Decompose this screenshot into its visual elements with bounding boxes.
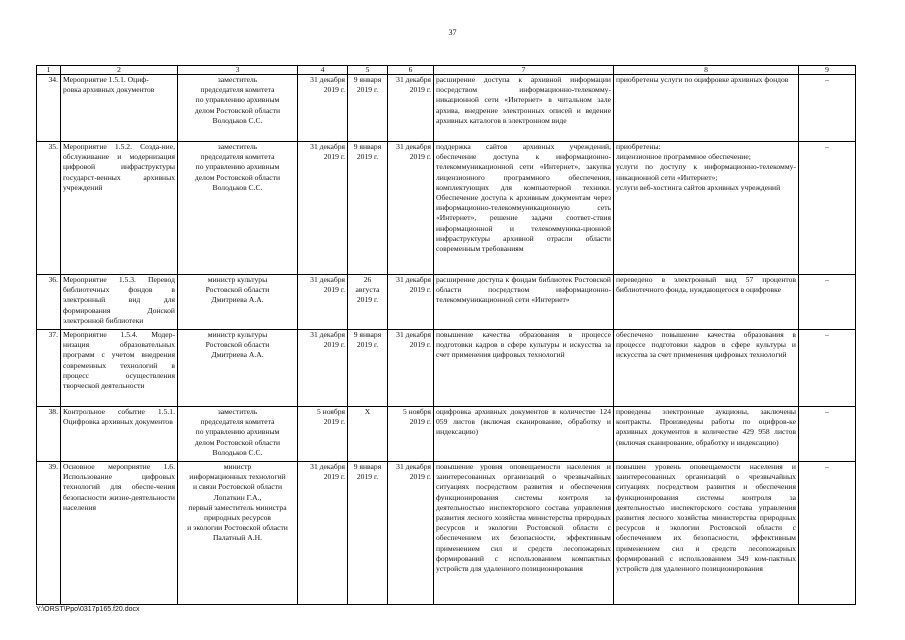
table-row [37,142,856,275]
control-date: 31 декабря 2019 г. [396,275,431,295]
control-date: 31 декабря 2019 г. [396,75,431,95]
header-cell: 9 [799,66,856,75]
event-name: Контрольное событие 1.5.1. Оцифровка архивных документов [63,407,175,427]
page-number: 37 [448,28,457,37]
responsible-person: министр информационных технологий и связи Ростовской области Лопаткин Г.А., первый заместитель министра природных ресурсов и экологии Ростовской области Палатный А.Н. [187,462,288,543]
event-name: Мероприятие 1.5.4. Модер-низация образовательных программ с учетом внедрения современных технологий в процесс осуществления творческой деятельности [63,330,175,391]
event-name: Основное мероприятие 1.6. Использование цифровых технологий для обеспе-чения безопасности жизне-деятельности населения [63,462,175,512]
end-date: 26 августа 2019 г. [355,275,380,305]
actual-result: приобретены услуги по оцифровке архивных фондов [616,75,789,84]
header-cell: 1 [37,66,61,75]
actual-result: приобретены: лицензионное программное обеспечение; услуги по доступу к информационно-телекомму-никационной сети «Интернет»; услуги веб-хостинга сайтов архивных учреждений [616,142,796,192]
event-name: Мероприятие 1.5.2. Созда-ние, обслуживание и модернизация цифровой инфраструктуры государст-венных архивных учреждений [63,142,175,192]
row-number: 34. [48,75,58,84]
start-date: 31 декабря 2019 г. [310,142,345,162]
responsible-person: заместитель председателя комитета по управлению архивным делом Ростовской области Володьков С.С. [194,75,281,125]
responsible-person: заместитель председателя комитета по управлению архивным делом Ростовской области Володьков С.С. [194,142,281,192]
start-date: 31 декабря 2019 г. [310,275,345,295]
row-number: 37. [48,330,58,339]
expected-result: оцифровка архивных документов в количестве 124 059 листов (включая сканирование, обработку и индексацию) [436,407,611,437]
row-number: 39. [48,462,58,471]
header-cell: 4 [298,66,348,75]
start-date: 31 декабря 2019 г. [310,75,345,95]
header-cell: 8 [614,66,799,75]
note: – [825,142,829,151]
note: – [825,330,829,339]
header-cell: 6 [388,66,434,75]
event-name: Мероприятие 1.5.1. Оциф- ровка архивных документов [63,75,155,95]
control-date: 31 декабря 2019 г. [396,142,431,162]
start-date: 31 декабря 2019 г. [310,330,345,350]
end-date: Х [364,407,371,416]
responsible-person: министр культуры Ростовской области Дмитриева А.А. [205,275,270,305]
file-path-footer: Y:\ORST\Ppo\0317p165.f20.docx [36,606,140,613]
responsible-person: заместитель председателя комитета по управлению архивным делом Ростовской области Володьков С.С. [194,407,281,457]
actual-result: повышен уровень оповещаемости населения и заинтересованных организаций о чрезвычайных ситуациях посредством развития и обеспечения функционирования системы контроля за деятельностью инспекторского состава управления развития лесного хозяйства министерства природных ресурсов и экологии Ростовской области с обеспечением их безопасности, эффективным применением сил и средств лесопожарных формирований с использованием 349 ком-пактных устройств для удаленного позиционирования [616,462,796,574]
row-number: 36. [48,275,58,284]
row-number: 38. [48,407,58,416]
event-name: Мероприятие 1.5.3. Перевод библиотечных фондов в электронный вид для формирования Донской электронной библиотеки [63,275,175,325]
expected-result: расширение доступа к архивной информации посредством информационно-телекомму-никационной сети «Интернет» в читальном зале архива, внедрение электронных описей и ведение архивных каталогов в электронном виде [436,75,611,125]
header-cell: 5 [348,66,388,75]
start-date: 5 ноября 2019 г. [316,407,345,427]
plan-table [36,65,856,605]
actual-result: обеспечено повышение качества образования в процессе подготовки кадров в сфере культуры и искусства за счет применения цифровых технологий [616,330,796,360]
header-cell: 2 [61,66,178,75]
start-date: 31 декабря 2019 г. [310,462,345,482]
expected-result: расширение доступа к фондам библиотек Ростовской области посредством информационно-телекоммуникационной сети «Интернет» [436,275,611,305]
actual-result: переведено в электронный вид 57 процентов библиотечного фонда, нуждающегося в оцифровке [616,275,796,295]
note: – [825,275,829,284]
header-row [37,66,856,75]
end-date: 9 января 2019 г. [353,462,382,482]
table-row [37,407,856,462]
end-date: 9 января 2019 г. [353,330,382,350]
row-number: 35. [48,142,58,151]
header-cell: 7 [434,66,614,75]
expected-result: поддержка сайтов архивных учреждений, обеспечение доступа к информационно-телекоммуникационной сети «Интернет», закупка лицензионного программного обеспечения, комплектующих для компьютерной техники. Обеспечение доступа к архивным документам через информационно-телекоммуникационную сеть «Интернет», решение задачи соответ-ствия информационной и телекоммуника-ционной инфраструктуры архивной отрасли области современным требованиям [436,142,611,254]
expected-result: повышение уровня оповещаемости населения и заинтересованных организаций о чрезвычайных ситуациях посредством развития и обеспечения функционирования системы контроля за деятельностью инспекторского состава управления развития лесного хозяйства министерства природных ресурсов и экологии Ростовской области с обеспечением их безопасности, эффективным применением сил и средств лесопожарных формирований с использованием компактных устройств для удаленного позиционирования [436,462,611,574]
table-row [37,75,856,142]
control-date: 5 ноября 2019 г. [402,407,431,427]
header-cell: 3 [178,66,298,75]
table-row [37,275,856,330]
expected-result: повышение качества образования в процессе подготовки кадров в сфере культуры и искусства за счет применения цифровых технологий [436,330,611,360]
end-date: 9 января 2019 г. [353,142,382,162]
note: – [825,407,829,416]
end-date: 9 января 2019 г. [353,75,382,95]
table-row [37,462,856,605]
actual-result: проведены электронные аукционы, заключены контракты. Произведены работы по оцифров-ке архивных документов в количестве 429 958 листов (включая сканирование, обработку и индексацию) [616,407,796,447]
note: – [825,462,829,471]
table-row [37,330,856,407]
responsible-person: министр культуры Ростовской области Дмитриева А.А. [205,330,270,360]
control-date: 31 декабря 2019 г. [396,330,431,350]
note: – [825,75,829,84]
control-date: 31 декабря 2019 г. [396,462,431,482]
